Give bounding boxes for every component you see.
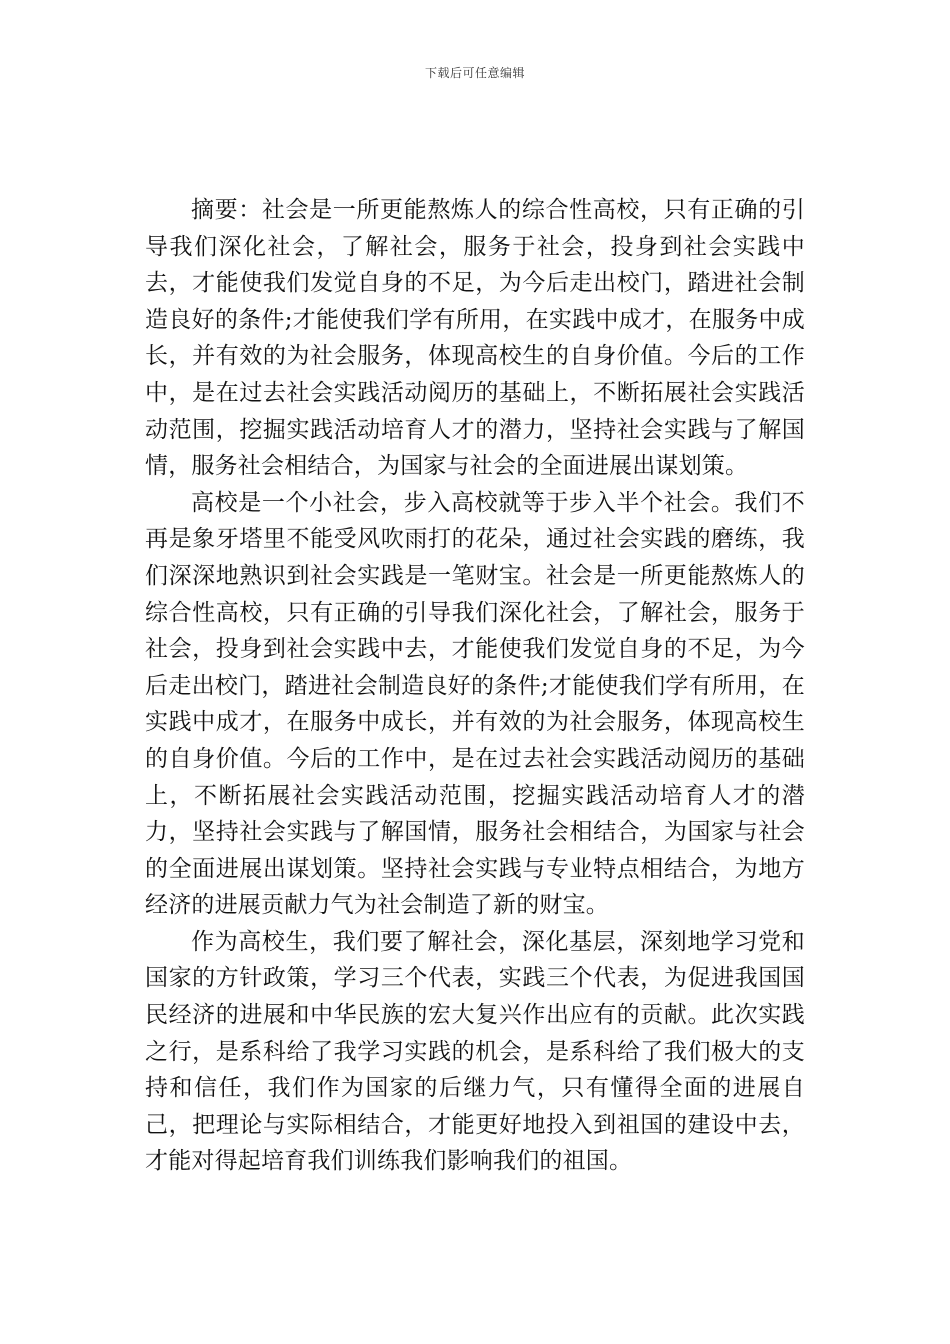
paragraph-university-society: 高校是一个小社会，步入高校就等于步入半个社会。我们不再是象牙塔里不能受风吹雨打的花朵，通过社会实践的磨练，我们深深地熟识到社会实践是一笔财宝。社会是一所更能熬炼人的综合性高校，只有正确的引导我们深化社会，了解社会，服务于社会，投身到社会实践中去，才能使我们发觉自身的不足，为今后走出校门，踏进社会制造良好的条件;才能使我们学有所用，在实践中成才，在服务中成长，并有效的为社会服务，体现高校生的自身价值。今后的工作中，是在过去社会实践活动阅历的基础上，不断拓展社会实践活动范围，挖掘实践活动培育人才的潜力，坚持社会实践与了解国情，服务社会相结合，为国家与社会的全面进展出谋划策。坚持社会实践与专业特点相结合，为地方经济的进展贡献力气为社会制造了新的财宝。 [145,489,805,919]
document-body [145,192,805,1180]
page-header: 下载后可任意编辑 [424,66,525,80]
paragraph-abstract: 摘要：社会是一所更能熬炼人的综合性高校，只有正确的引导我们深化社会，了解社会，服务于社会，投身到社会实践中去，才能使我们发觉自身的不足，为今后走出校门，踏进社会制造良好的条件;才能使我们学有所用，在实践中成才，在服务中成长，并有效的为社会服务，体现高校生的自身价值。今后的工作中，是在过去社会实践活动阅历的基础上，不断拓展社会实践活动范围，挖掘实践活动培育人才的潜力，坚持社会实践与了解国情，服务社会相结合，为国家与社会的全面进展出谋划策。 [145,197,805,480]
paragraph-student-duty: 作为高校生，我们要了解社会，深化基层，深刻地学习党和国家的方针政策，学习三个代表，实践三个代表，为促进我国国民经济的进展和中华民族的宏大复兴作出应有的贡献。此次实践之行，是系科给了我学习实践的机会，是系科给了我们极大的支持和信任，我们作为国家的后继力气，只有懂得全面的进展自己，把理论与实际相结合，才能更好地投入到祖国的建设中去，才能对得起培育我们训练我们影响我们的祖国。 [145,928,805,1175]
